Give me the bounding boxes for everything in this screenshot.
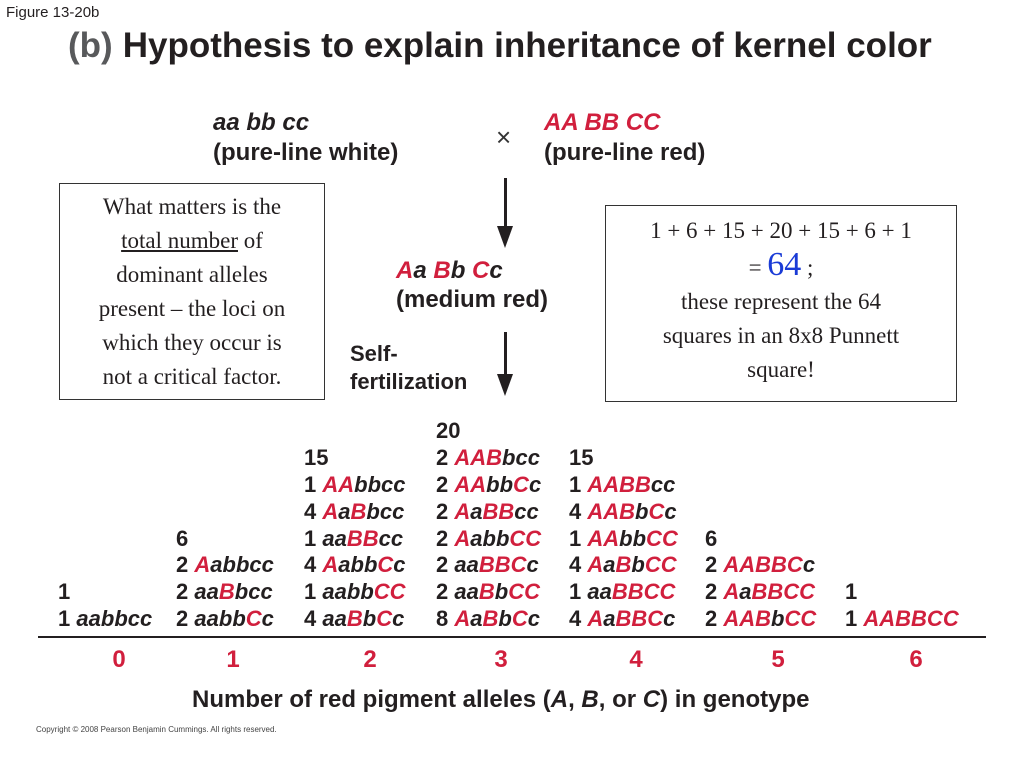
note-right-semicolon: ; xyxy=(807,255,814,280)
genotype-label: AABbCc xyxy=(587,498,677,524)
genotype-row xyxy=(58,606,152,632)
note-left-line2 xyxy=(60,224,324,258)
f1-allele-c: c xyxy=(489,257,503,284)
f1-allele-b: b xyxy=(450,257,473,284)
genotype-label: aabbcc xyxy=(76,606,153,631)
note-left-line6: not a critical factor. xyxy=(102,364,282,389)
genotype-row xyxy=(304,526,403,552)
x-label-A: A xyxy=(550,686,569,713)
genotype-label: aaBBCc xyxy=(454,552,539,578)
title-letter: (b) xyxy=(68,26,113,65)
genotype-count: 4 xyxy=(304,552,323,578)
x-label-C: C xyxy=(642,686,661,713)
genotype-row xyxy=(845,606,959,632)
page-title xyxy=(68,26,932,66)
genotype-label: AAbbCc xyxy=(454,472,542,497)
genotype-row xyxy=(304,499,404,525)
note-left-line1: What matters is the xyxy=(102,194,282,219)
x-label-B: B xyxy=(581,686,599,713)
genotype-label: aaBBCC xyxy=(587,579,676,605)
x-label-part: , or xyxy=(598,686,643,713)
genotype-row xyxy=(436,526,541,552)
column-0-count: 1 xyxy=(58,579,71,605)
note-left-line5: which they occur is xyxy=(102,330,282,355)
genotype-count: 2 xyxy=(436,525,455,551)
genotype-count: 2 xyxy=(705,606,724,631)
figure-label: Figure 13-20b xyxy=(6,4,100,21)
x-label-part: , xyxy=(568,686,582,713)
title-text: Hypothesis to explain inheritance of kernel color xyxy=(122,26,932,65)
x-label-part: Number of red pigment alleles ( xyxy=(192,686,551,713)
note-right-eq: = xyxy=(748,255,762,280)
genotype-label: aaBbCC xyxy=(454,579,540,605)
column-6-count: 1 xyxy=(845,579,858,605)
column-3-count: 20 xyxy=(436,418,461,444)
note-left-line2-rest: of xyxy=(237,228,263,253)
copyright-notice: Copyright © 2008 Pearson Benjamin Cummings. All rights reserved. xyxy=(36,725,277,734)
genotype-count: 1 xyxy=(58,606,77,631)
genotype-row xyxy=(304,579,406,605)
genotype-row xyxy=(304,552,406,578)
genotype-row xyxy=(436,552,539,578)
note-right-line4: squares in an 8x8 Punnett xyxy=(662,323,900,348)
genotype-row xyxy=(705,579,815,605)
genotype-label: AAbbCC xyxy=(587,525,678,551)
parent-white xyxy=(213,108,398,168)
genotype-row xyxy=(436,606,540,632)
self-fertilization-line2: fertilization xyxy=(350,369,468,394)
arrow-shaft-1 xyxy=(504,178,507,230)
parent-red-label: (pure-line red) xyxy=(544,139,706,166)
genotype-row xyxy=(176,606,274,632)
genotype-count: 2 xyxy=(436,472,455,497)
genotype-count: 2 xyxy=(436,445,455,471)
genotype-label: AABBCC xyxy=(863,606,959,631)
genotype-row xyxy=(304,472,406,498)
genotype-label: aaBBcc xyxy=(322,525,404,551)
parent-white-label: (pure-line white) xyxy=(213,139,399,166)
genotype-label: AaBbcc xyxy=(322,498,405,524)
genotype-row xyxy=(705,552,815,578)
genotype-count: 4 xyxy=(569,552,588,578)
genotype-label: Aabbcc xyxy=(194,552,274,578)
x-tick-4: 4 xyxy=(629,646,643,673)
x-tick-6: 6 xyxy=(909,646,923,673)
genotype-label: aaBbcc xyxy=(194,579,273,605)
genotype-label: aaBbCc xyxy=(322,606,405,631)
cross-symbol: × xyxy=(496,122,512,152)
genotype-count: 2 xyxy=(176,579,195,605)
arrow-head-1 xyxy=(497,226,513,248)
genotype-label: AABBCc xyxy=(723,552,816,578)
genotype-row xyxy=(436,579,540,605)
genotype-label: AABBcc xyxy=(587,472,676,497)
x-axis-label xyxy=(192,686,809,714)
genotype-row xyxy=(569,606,675,632)
note-box-right xyxy=(605,205,957,402)
genotype-row xyxy=(569,499,677,525)
genotype-label: AaBBCc xyxy=(587,606,676,631)
genotype-label: aabbCC xyxy=(322,579,406,605)
note-left-underlined: total number xyxy=(121,228,238,253)
genotype-row xyxy=(436,499,539,525)
genotype-row xyxy=(569,552,677,578)
genotype-row xyxy=(176,552,274,578)
arrow-head-2 xyxy=(497,374,513,396)
genotype-count: 4 xyxy=(569,498,588,524)
genotype-row xyxy=(436,472,541,498)
self-fertilization-label xyxy=(350,340,467,396)
genotype-label: AabbCC xyxy=(454,525,542,551)
genotype-count: 1 xyxy=(845,606,864,631)
genotype-label: AABbCC xyxy=(723,606,817,631)
genotype-count: 1 xyxy=(569,579,588,605)
self-fertilization-line1: Self- xyxy=(350,341,398,366)
x-tick-5: 5 xyxy=(771,646,785,673)
f1-allele-B: B xyxy=(433,257,451,284)
genotype-count: 1 xyxy=(304,472,323,497)
genotype-count: 2 xyxy=(436,552,455,578)
genotype-count: 2 xyxy=(176,552,195,578)
note-right-line3: these represent the 64 xyxy=(681,289,881,314)
genotype-row xyxy=(705,606,816,632)
arrow-shaft-2 xyxy=(504,332,507,378)
parent-red xyxy=(544,108,705,168)
genotype-row xyxy=(176,579,273,605)
x-tick-1: 1 xyxy=(226,646,240,673)
genotype-row xyxy=(304,606,404,632)
x-tick-0: 0 xyxy=(112,646,126,673)
column-5-count: 6 xyxy=(705,525,718,551)
genotype-label: AaBBCC xyxy=(723,579,816,605)
genotype-count: 1 xyxy=(304,579,323,605)
genotype-row xyxy=(569,526,678,552)
genotype-count: 2 xyxy=(436,498,455,524)
f1-hybrid xyxy=(396,256,548,314)
column-2-count: 15 xyxy=(304,445,329,471)
f1-label: (medium red) xyxy=(396,286,549,313)
genotype-count: 1 xyxy=(304,525,323,551)
genotype-count: 2 xyxy=(176,606,195,631)
genotype-count: 1 xyxy=(569,525,588,551)
f1-genotype xyxy=(396,256,548,285)
x-label-part: ) in genotype xyxy=(660,686,810,713)
f1-allele-a: a xyxy=(413,257,434,284)
parent-red-genotype: AA BB CC xyxy=(544,109,661,136)
note-left-line4: present – the loci on xyxy=(98,296,286,321)
genotype-count: 2 xyxy=(705,552,724,578)
genotype-row xyxy=(436,445,540,471)
genotype-count: 2 xyxy=(436,579,455,605)
x-axis-line xyxy=(38,636,986,638)
genotype-count: 4 xyxy=(304,498,323,524)
genotype-label: AaBbCC xyxy=(587,552,677,578)
genotype-row xyxy=(569,472,675,498)
genotype-label: AAbbcc xyxy=(322,472,406,497)
x-tick-2: 2 xyxy=(363,646,377,673)
note-box-left xyxy=(59,183,325,400)
x-tick-3: 3 xyxy=(494,646,508,673)
genotype-label: AaBBcc xyxy=(454,498,539,524)
column-1-count: 6 xyxy=(176,525,189,551)
genotype-label: aabbCc xyxy=(194,606,274,631)
f1-allele-C: C xyxy=(472,257,490,284)
genotype-count: 4 xyxy=(569,606,588,631)
note-right-sum: 1 + 6 + 15 + 20 + 15 + 6 + 1 xyxy=(650,218,912,243)
genotype-label: AaBbCc xyxy=(454,606,540,631)
f1-allele-A: A xyxy=(396,257,414,284)
note-left-line3: dominant alleles xyxy=(116,262,268,287)
genotype-label: AABbcc xyxy=(454,445,540,471)
parent-white-genotype: aa bb cc xyxy=(213,109,310,136)
column-4-count: 15 xyxy=(569,445,594,471)
genotype-count: 4 xyxy=(304,606,323,631)
genotype-count: 8 xyxy=(436,606,455,631)
note-right-64: 64 xyxy=(767,246,802,283)
genotype-row xyxy=(569,579,675,605)
genotype-label: AabbCc xyxy=(322,552,406,578)
genotype-count: 2 xyxy=(705,579,724,605)
genotype-count: 1 xyxy=(569,472,588,497)
note-right-total xyxy=(606,248,956,285)
note-right-line5: square! xyxy=(747,357,815,382)
